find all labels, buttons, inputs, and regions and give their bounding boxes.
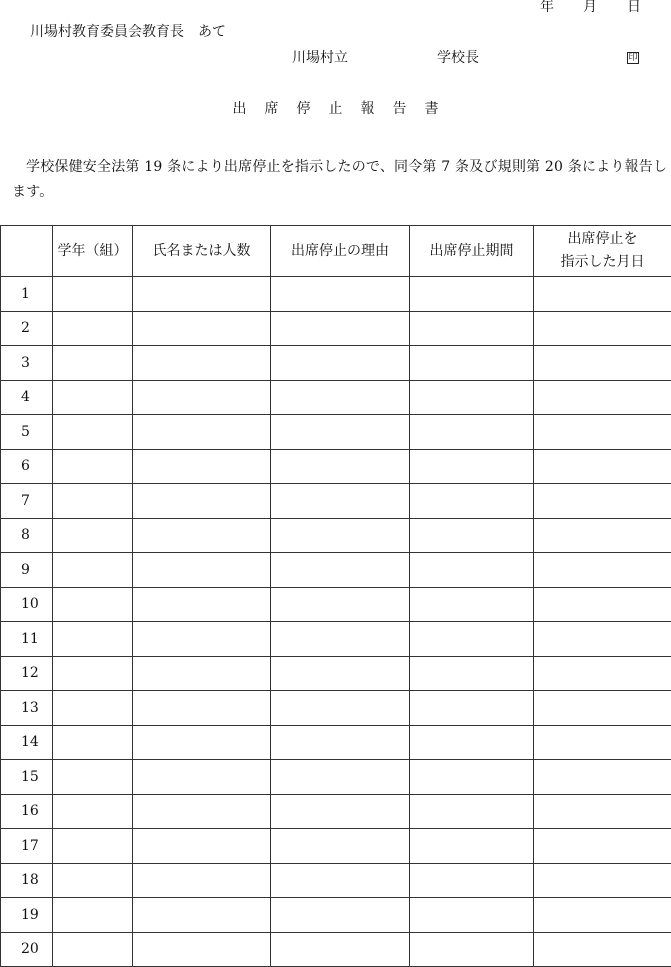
reason-cell[interactable] xyxy=(271,622,410,657)
row-number: 3 xyxy=(1,346,53,381)
name-cell[interactable] xyxy=(133,415,271,450)
period-cell[interactable] xyxy=(410,346,534,381)
name-cell[interactable] xyxy=(133,277,271,312)
table-row xyxy=(1,449,671,484)
reason-cell[interactable] xyxy=(271,656,410,691)
date-cell[interactable] xyxy=(534,587,671,622)
grade-cell[interactable] xyxy=(53,415,133,450)
row-number: 9 xyxy=(1,553,53,588)
principal-title: 学校長 xyxy=(437,51,479,65)
header-reason: 出席停止の理由 xyxy=(271,226,410,277)
row-number: 17 xyxy=(1,829,53,864)
name-cell[interactable] xyxy=(133,656,271,691)
grade-cell[interactable] xyxy=(53,691,133,726)
table-row xyxy=(1,898,671,933)
reason-cell[interactable] xyxy=(271,415,410,450)
date-year-label: 年 xyxy=(540,0,554,14)
name-cell[interactable] xyxy=(133,760,271,795)
header-name-or-count: 氏名または人数 xyxy=(133,226,271,277)
period-cell[interactable] xyxy=(410,449,534,484)
title-char: 告 xyxy=(393,102,407,116)
table-row xyxy=(1,553,671,588)
row-number: 10 xyxy=(1,587,53,622)
date-cell[interactable] xyxy=(534,656,671,691)
period-cell[interactable] xyxy=(410,587,534,622)
school-prefix: 川場村立 xyxy=(292,51,348,65)
period-cell[interactable] xyxy=(410,553,534,588)
date-cell[interactable] xyxy=(534,277,671,312)
grade-cell[interactable] xyxy=(53,311,133,346)
row-number: 8 xyxy=(1,518,53,553)
grade-cell[interactable] xyxy=(53,380,133,415)
table-row xyxy=(1,656,671,691)
name-cell[interactable] xyxy=(133,863,271,898)
date-cell[interactable] xyxy=(534,484,671,519)
grade-cell[interactable] xyxy=(53,794,133,829)
table-row xyxy=(1,311,671,346)
period-cell[interactable] xyxy=(410,794,534,829)
grade-cell[interactable] xyxy=(53,449,133,484)
date-cell[interactable] xyxy=(534,518,671,553)
row-number: 15 xyxy=(1,760,53,795)
row-number: 5 xyxy=(1,415,53,450)
reason-cell[interactable] xyxy=(271,863,410,898)
date-day-label: 日 xyxy=(627,0,641,14)
grade-cell[interactable] xyxy=(53,622,133,657)
date-month-label: 月 xyxy=(583,0,597,14)
date-line xyxy=(0,0,671,16)
table-row xyxy=(1,863,671,898)
period-cell[interactable] xyxy=(410,277,534,312)
name-cell[interactable] xyxy=(133,932,271,967)
grade-cell[interactable] xyxy=(53,863,133,898)
name-cell[interactable] xyxy=(133,725,271,760)
reason-cell[interactable] xyxy=(271,553,410,588)
date-cell[interactable] xyxy=(534,346,671,381)
table-row xyxy=(1,380,671,415)
header-grade-class: 学年（組） xyxy=(53,226,133,277)
table-row xyxy=(1,622,671,657)
date-cell[interactable] xyxy=(534,553,671,588)
row-number: 6 xyxy=(1,449,53,484)
reason-cell[interactable] xyxy=(271,760,410,795)
grade-cell[interactable] xyxy=(53,898,133,933)
reason-cell[interactable] xyxy=(271,829,410,864)
addressee: 川場村教育委員会教育長 あて xyxy=(30,25,226,39)
row-number: 13 xyxy=(1,691,53,726)
period-cell[interactable] xyxy=(410,380,534,415)
date-cell[interactable] xyxy=(534,794,671,829)
table-row xyxy=(1,725,671,760)
name-cell[interactable] xyxy=(133,484,271,519)
period-cell[interactable] xyxy=(410,311,534,346)
grade-cell[interactable] xyxy=(53,587,133,622)
name-cell[interactable] xyxy=(133,898,271,933)
reason-cell[interactable] xyxy=(271,587,410,622)
document-title xyxy=(0,102,671,116)
table-row xyxy=(1,518,671,553)
date-cell[interactable] xyxy=(534,725,671,760)
period-cell[interactable] xyxy=(410,829,534,864)
row-number: 18 xyxy=(1,863,53,898)
date-cell[interactable] xyxy=(534,691,671,726)
title-char: 書 xyxy=(425,102,439,116)
name-cell[interactable] xyxy=(133,622,271,657)
title-char: 停 xyxy=(297,102,311,116)
grade-cell[interactable] xyxy=(53,346,133,381)
table-row xyxy=(1,829,671,864)
table-row xyxy=(1,794,671,829)
grade-cell[interactable] xyxy=(53,484,133,519)
name-cell[interactable] xyxy=(133,587,271,622)
table-row xyxy=(1,587,671,622)
date-cell[interactable] xyxy=(534,380,671,415)
grade-cell[interactable] xyxy=(53,760,133,795)
date-cell[interactable] xyxy=(534,622,671,657)
name-cell[interactable] xyxy=(133,346,271,381)
grade-cell[interactable] xyxy=(53,656,133,691)
name-cell[interactable] xyxy=(133,691,271,726)
grade-cell[interactable] xyxy=(53,829,133,864)
date-cell[interactable] xyxy=(534,898,671,933)
name-cell[interactable] xyxy=(133,311,271,346)
grade-cell[interactable] xyxy=(53,277,133,312)
table-row xyxy=(1,346,671,381)
period-cell[interactable] xyxy=(410,725,534,760)
table-row xyxy=(1,277,671,312)
table-row xyxy=(1,932,671,967)
reason-cell[interactable] xyxy=(271,898,410,933)
date-cell[interactable] xyxy=(534,415,671,450)
period-cell[interactable] xyxy=(410,656,534,691)
date-cell[interactable] xyxy=(534,932,671,967)
reason-cell[interactable] xyxy=(271,484,410,519)
reason-cell[interactable] xyxy=(271,932,410,967)
reason-cell[interactable] xyxy=(271,725,410,760)
period-cell[interactable] xyxy=(410,760,534,795)
grade-cell[interactable] xyxy=(53,553,133,588)
title-char: 席 xyxy=(265,102,279,116)
row-number: 1 xyxy=(1,277,53,312)
date-cell[interactable] xyxy=(534,829,671,864)
period-cell[interactable] xyxy=(410,518,534,553)
table-row xyxy=(1,415,671,450)
title-char: 報 xyxy=(361,102,375,116)
row-number: 14 xyxy=(1,725,53,760)
row-number: 12 xyxy=(1,656,53,691)
date-cell[interactable] xyxy=(534,760,671,795)
reason-cell[interactable] xyxy=(271,311,410,346)
seal-mark-icon: 印 xyxy=(627,52,639,64)
header-instructed-date xyxy=(534,226,671,277)
grade-cell[interactable] xyxy=(53,518,133,553)
row-number: 20 xyxy=(1,932,53,967)
table-row xyxy=(1,760,671,795)
date-cell[interactable] xyxy=(534,449,671,484)
period-cell[interactable] xyxy=(410,691,534,726)
reason-cell[interactable] xyxy=(271,449,410,484)
title-char: 止 xyxy=(329,102,343,116)
table-header-row xyxy=(1,226,671,277)
name-cell[interactable] xyxy=(133,449,271,484)
reason-cell[interactable] xyxy=(271,794,410,829)
header-period: 出席停止期間 xyxy=(410,226,534,277)
row-number: 2 xyxy=(1,311,53,346)
period-cell[interactable] xyxy=(410,622,534,657)
reason-cell[interactable] xyxy=(271,691,410,726)
row-number: 11 xyxy=(1,622,53,657)
name-cell[interactable] xyxy=(133,794,271,829)
table-row xyxy=(1,484,671,519)
name-cell[interactable] xyxy=(133,553,271,588)
row-number: 7 xyxy=(1,484,53,519)
header-instructed-date-line2: 指示した月日 xyxy=(534,251,671,274)
title-char: 出 xyxy=(233,102,247,116)
period-cell[interactable] xyxy=(410,484,534,519)
name-cell[interactable] xyxy=(133,829,271,864)
header-instructed-date-line1: 出席停止を xyxy=(534,228,671,251)
date-cell[interactable] xyxy=(534,311,671,346)
row-number: 16 xyxy=(1,794,53,829)
row-number: 4 xyxy=(1,380,53,415)
grade-cell[interactable] xyxy=(53,932,133,967)
reason-cell[interactable] xyxy=(271,380,410,415)
grade-cell[interactable] xyxy=(53,725,133,760)
reason-cell[interactable] xyxy=(271,346,410,381)
reason-cell[interactable] xyxy=(271,518,410,553)
header-index xyxy=(1,226,53,277)
name-cell[interactable] xyxy=(133,518,271,553)
body-text: 学校保健安全法第 19 条により出席停止を指示したので、同令第 7 条及び規則第 20 条により報告します。 xyxy=(12,155,668,205)
period-cell[interactable] xyxy=(410,863,534,898)
report-table xyxy=(0,225,671,967)
period-cell[interactable] xyxy=(410,932,534,967)
period-cell[interactable] xyxy=(410,898,534,933)
reason-cell[interactable] xyxy=(271,277,410,312)
date-cell[interactable] xyxy=(534,863,671,898)
period-cell[interactable] xyxy=(410,415,534,450)
row-number: 19 xyxy=(1,898,53,933)
name-cell[interactable] xyxy=(133,380,271,415)
table-row xyxy=(1,691,671,726)
